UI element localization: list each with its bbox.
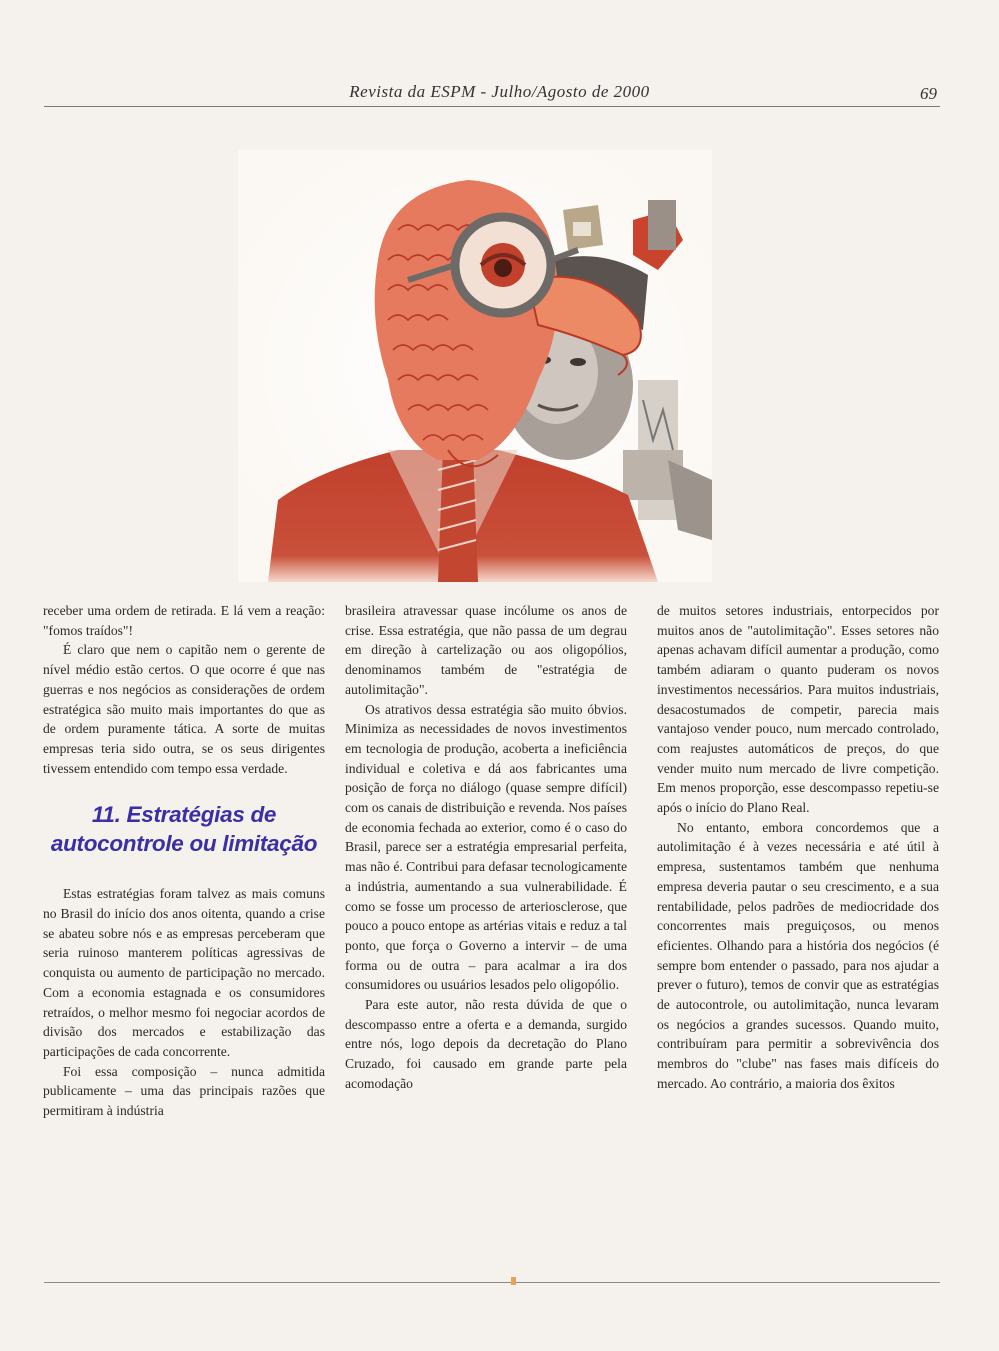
paragraph: de muitos setores industriais, entorpecidos por muitos anos de "autolimitação". Esses setores não apenas achavam difícil aumentar a produção, como também adiaram o quanto puderam os novos investimentos necessários. Para muitos industriais, desacostumados de competir, parecia mais vantajoso vender pouco, num mercado controlado, com reajustes automáticos de preços, do que vender muito num mercado de livre competição. Em menos proporção, esse descompasso repetiu-se após o início do Plano Real. (657, 603, 939, 816)
collage-bird-man-illustration (238, 150, 712, 582)
text-column-3 (657, 601, 939, 1094)
paragraph: Para este autor, não resta dúvida de que o descompasso entre a oferta e a demanda, surgido entre nós, logo depois da decretação do Plano Cruzado, foi causado em grande parte pela acomodação (345, 997, 627, 1091)
paragraph: É claro que nem o capitão nem o gerente de nível médio estão certos. O que ocorre é que nas guerras e nos negócios as considerações de ordem estratégica são muito mais importantes do que as de ordem puramente tática. A sorte de muitas empresas teria sido outra, se os seus dirigentes tivessem entendido com tempo essa verdade. (43, 642, 325, 776)
running-head: Revista da ESPM - Julho/Agosto de 2000 (349, 82, 650, 101)
paragraph: receber uma ordem de retirada. E lá vem a reação: "fomos traídos"! (43, 603, 325, 638)
text-column-1 (43, 601, 325, 1121)
paragraph: No entanto, embora concordemos que a autolimitação é à vezes necessária e até útil à empresa, sustentamos também que nenhuma empresa deveria pautar o seu crescimento, e a sua rentabilidade, pelos padrões de mediocridade dos concorrentes mais preguiçosos, ou menos eficientes. Olhando para a história dos negócios (é sempre bom entender o passado, para nos ajudar a prever o futuro), temos de convir que as estratégias de autocontrole, ou autolimitação, nunca levaram os negócios a grandes sucessos. Quando muito, contribuíram para permitir a sobrevivência dos membros do "clube" nas fases mais difíceis do mercado. Ao contrário, a maioria dos êxitos (657, 819, 939, 1091)
section-heading: 11. Estratégias de autocontrole ou limitação (50, 802, 318, 857)
footer-mark (511, 1277, 516, 1285)
paragraph: Foi essa composição – nunca admitida publicamente – uma das principais razões que permitiram à indústria (43, 1063, 325, 1119)
paragraph: Os atrativos dessa estratégia são muito óbvios. Minimiza as necessidades de novos investimentos em tecnologia de produção, acoberta a ineficiência individual e coletiva e dá aos fabricantes uma posição de força no diálogo (quase sempre difícil) com os canais de distribuição e revenda. Nos países de economia fechada ao exterior, como é o caso do Brasil, parece ser a estratégia empresarial perfeita, mas não é. Contribui para defasar tecnologicamente a indústria, aumentando a sua vulnerabilidade. É como se fosse um processo de arteriosclerose, que pouco a pouco entope as artérias vitais e reduz a tal ponto, que força o Governo a intervir – de uma forma ou de outra – para acalmar a ira dos consumidores ou usuários lesados pelo oligopólio. (345, 701, 627, 993)
page-number: 69 (920, 84, 937, 103)
footer-rule (44, 1282, 940, 1283)
paragraph: brasileira atravessar quase incólume os anos de crise. Essa estratégia, que não passa de um degrau em direção à cartelização ou aos oligopólios, denominamos também de "estratégia de autolimitação". (345, 603, 627, 697)
paragraph: Estas estratégias foram talvez as mais comuns no Brasil do início dos anos oitenta, quando a crise se abateu sobre nós e as empresas perceberam que seria ruinoso manterem políticas agressivas de conquista ou aumento de participação no mercado. Com a economia estagnada e os consumidores retraídos, o melhor mesmo foi negociar acordos de divisão dos mercados e estabilização das participações de cada concorrente. (43, 886, 325, 1059)
text-column-2 (345, 601, 627, 1094)
header-rule (44, 106, 940, 107)
tie (438, 450, 478, 582)
